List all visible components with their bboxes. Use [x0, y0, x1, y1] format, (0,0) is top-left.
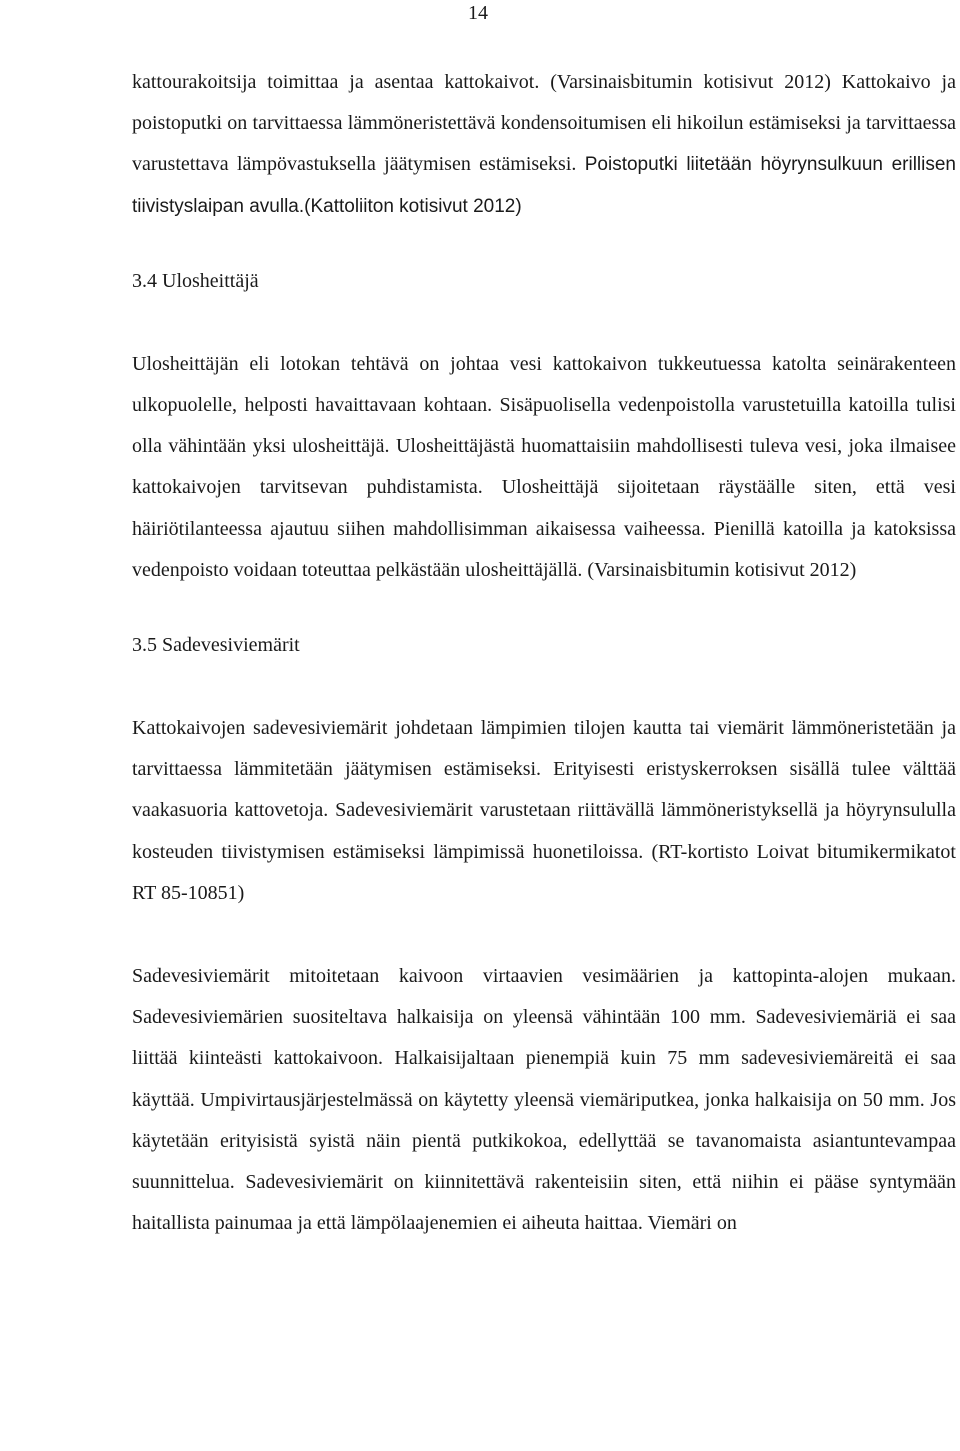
- page-number: 14: [468, 2, 488, 24]
- section-heading-3-4: 3.4 Ulosheittäjä: [132, 269, 259, 292]
- document-body: [132, 62, 956, 1244]
- paragraph-kattokaivo: [132, 62, 956, 227]
- paragraph-sadevesiviemarit-mitoitus: Sadevesiviemärit mitoitetaan kaivoon virtaavien vesimäärien ja kattopinta-alojen mukaan. Sadevesiviemärien suositeltava halkaisija on yleensä vähintään 100 mm. Sadevesiviemäriä ei saa liittää kiinteästi kattokaivoon. Halkaisijaltaan pienempiä kuin 75 mm sadevesiviemäreitä ei saa käyttää. Umpivirtausjärjestelmässä on käytetty yleensä viemäriputkea, jonka halkaisija on 50 mm. Jos käytetään erityisistä syistä näin pientä putkikokoa, edellyttää se tavanomaista asiantuntevampaa suunnittelua. Sadevesiviemärit on kiinnitettävä rakenteisiin siten, että niihin ei pääse syntymään haitallista painumaa ja että lämpölaajenemien ei aiheuta haittaa. Viemäri on: [132, 965, 956, 1235]
- paragraph-poistoputki-sans-text: Poistoputki liitetään höyrynsulkuun erillisen tiivistyslaipan avulla.(Kattoliiton kotisivut 2012): [132, 154, 957, 217]
- paragraph-kattokaivo-serif-text: kattourakoitsija toimittaa ja asentaa kattokaivot. (Varsinaisbitumin kotisivut 2012) Kattokaivo ja poistoputki on tarvittaessa lämmöneristettävä kondensoitumisen eli hikoilun estämiseksi ja tarvittaessa varustettava lämpövastuksella jäätymisen estämiseksi.: [132, 71, 956, 176]
- section-heading-3-5: 3.5 Sadevesiviemärit: [132, 634, 300, 657]
- paragraph-sadevesiviemarit-johdetaan: Kattokaivojen sadevesiviemärit johdetaan lämpimien tilojen kautta tai viemärit lämmöneristetään ja tarvittaessa lämmitetään jäätymisen estämiseksi. Erityisesti eristyskerroksen sisällä tulee välttää vaakasuoria kattovetoja. Sadevesiviemärit varustetaan riittävällä lämmöneristyksellä ja höyrynsululla kosteuden tiivistymisen estämiseksi lämpimissä huonetiloissa. (RT-kortisto Loivat bitumikermikatot RT 85-10851): [132, 717, 956, 904]
- paragraph-ulosheittaja: Ulosheittäjän eli lotokan tehtävä on johtaa vesi kattokaivon tukkeutuessa katolta seinärakenteen ulkopuolelle, helposti havaittavaan kohtaan. Sisäpuolisella vedenpoistolla varustetuilla katoilla tulisi olla vähintään yksi ulosheittäjä. Ulosheittäjästä huomattaisiin mahdollisesti tuleva vesi, joka ilmaisee kattokaivojen tarvitsevan puhdistamista. Ulosheittäjä sijoitetaan räystäälle siten, että vesi häiriötilanteessa ajautuu siihen mahdollisimman aikaisessa vaiheessa. Pienillä katoilla ja katoksissa vedenpoisto voidaan toteuttaa pelkästään ulosheittäjällä. (Varsinaisbitumin kotisivut 2012): [132, 352, 956, 581]
